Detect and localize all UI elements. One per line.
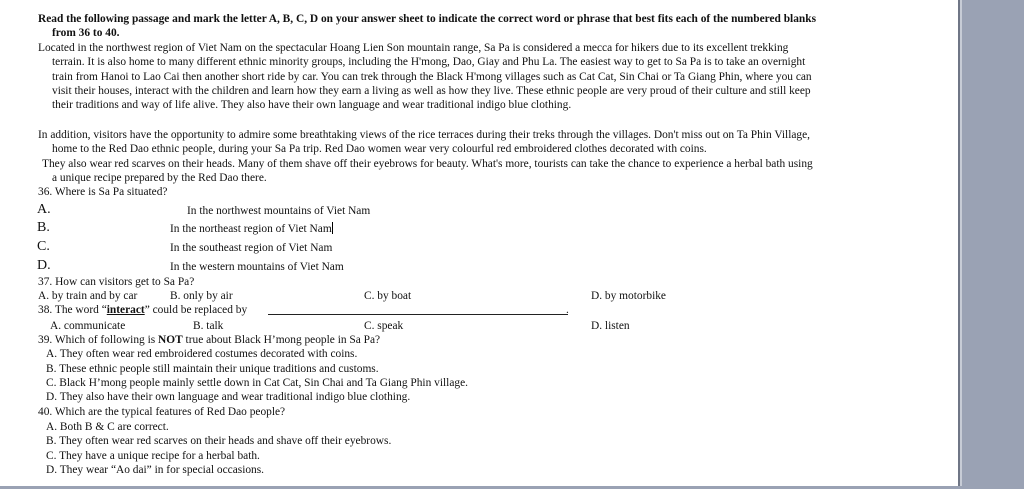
q39-option-c: C. Black H’mong people mainly settle down in Cat Cat, Sin Chai and Ta Giang Phin village. bbox=[46, 377, 468, 389]
q39-option-a: A. They often wear red embroidered costumes decorated with coins. bbox=[46, 348, 358, 360]
q38-answer-blank bbox=[268, 314, 568, 315]
q37-option-a: A. by train and by car bbox=[38, 290, 138, 302]
q36-option-a: In the northwest mountains of Viet Nam bbox=[187, 205, 371, 217]
q40-question: 40. Which are the typical features of Red Dao people? bbox=[38, 406, 286, 418]
q38-word: interact bbox=[106, 304, 145, 316]
passage-p1-line-5: their traditions and way of life alive. They also have their own language and wear traditional indigo blue clothing. bbox=[52, 99, 572, 111]
instruction-line-2: from 36 to 40. bbox=[52, 27, 120, 39]
passage-p2-line-4: a unique recipe prepared by the Red Dao there. bbox=[52, 172, 267, 184]
q38-end: . bbox=[566, 304, 569, 316]
q36-option-d: In the western mountains of Viet Nam bbox=[170, 261, 344, 273]
q36-letter-a: A. bbox=[37, 202, 51, 217]
passage-p2-line-1: In addition, visitors have the opportunity to admire some breathtaking views of the rice terraces during their treks through the villages. Don't miss out on Ta Phin Village, bbox=[38, 129, 811, 141]
text-cursor bbox=[332, 222, 333, 234]
q40-option-c: C. They have a unique recipe for a herbal bath. bbox=[46, 450, 260, 462]
q36-letter-d: D. bbox=[37, 258, 51, 273]
passage-p1-line-3: train from Hanoi to Lao Cai then another short ride by car. You can trek through the Black H'mong villages such as Cat Cat, Sin Chai or Ta Giang Phin, where you can bbox=[52, 71, 812, 83]
passage-p1-line-2: terrain. It is also home to many different ethnic minority groups, including the H'mong, Dao, Giay and Phu La. The easiest way to get to Sa Pa is to take an overnight bbox=[52, 56, 806, 68]
passage-p2-line-2: home to the Red Dao ethnic people, during your Sa Pa trip. Red Dao women wear very colourful red embroidered clothes decorated with coins. bbox=[52, 143, 707, 155]
q38-option-b: B. talk bbox=[193, 320, 224, 332]
instruction-line-1: Read the following passage and mark the letter A, B, C, D on your answer sheet to indicate the correct word or phrase that best fits each of the numbered blanks bbox=[38, 13, 817, 25]
q38-option-a: A. communicate bbox=[50, 320, 126, 332]
q38-option-c: C. speak bbox=[364, 320, 404, 332]
q39-question: 39. Which of following is NOT true about Black H’mong people in Sa Pa? bbox=[38, 334, 381, 346]
q37-question: 37. How can visitors get to Sa Pa? bbox=[38, 276, 195, 288]
q38-option-d: D. listen bbox=[591, 320, 630, 332]
passage-p1-line-1: Located in the northwest region of Viet Nam on the spectacular Hoang Lien Son mountain range, Sa Pa is considered a mecca for hikers due to its excellent trekking bbox=[38, 42, 789, 54]
q37-option-b: B. only by air bbox=[170, 290, 233, 302]
q40-option-d: D. They wear “Ao dai” in for special occasions. bbox=[46, 464, 265, 476]
passage-p1-line-4: visit their houses, interact with the children and learn how they earn a living as well as how they live. These ethnic people are very proud of their culture and still keep bbox=[52, 85, 811, 97]
q36-question: 36. Where is Sa Pa situated? bbox=[38, 186, 168, 198]
q39-option-d: D. They also have their own language and wear traditional indigo blue clothing. bbox=[46, 391, 411, 403]
passage-p2-line-3: They also wear red scarves on their heads. Many of them shave off their eyebrows for beauty. What's more, tourists can take the chance to experience a herbal bath using bbox=[42, 158, 813, 170]
q40-option-a: A. Both B & C are correct. bbox=[46, 421, 169, 433]
q39-emphasis: NOT bbox=[158, 334, 183, 346]
q37-option-c: C. by boat bbox=[364, 290, 412, 302]
q36-letter-c: C. bbox=[37, 239, 50, 254]
q36-option-b: In the northeast region of Viet Nam bbox=[170, 223, 332, 235]
q40-option-b: B. They often wear red scarves on their heads and shave off their eyebrows. bbox=[46, 435, 392, 447]
q36-option-c: In the southeast region of Viet Nam bbox=[170, 242, 333, 254]
q36-letter-b: B. bbox=[37, 220, 50, 235]
q38-question: 38. The word “interact” could be replaced by bbox=[38, 304, 248, 316]
q37-option-d: D. by motorbike bbox=[591, 290, 666, 302]
q39-option-b: B. These ethnic people still maintain their unique traditions and customs. bbox=[46, 363, 379, 375]
